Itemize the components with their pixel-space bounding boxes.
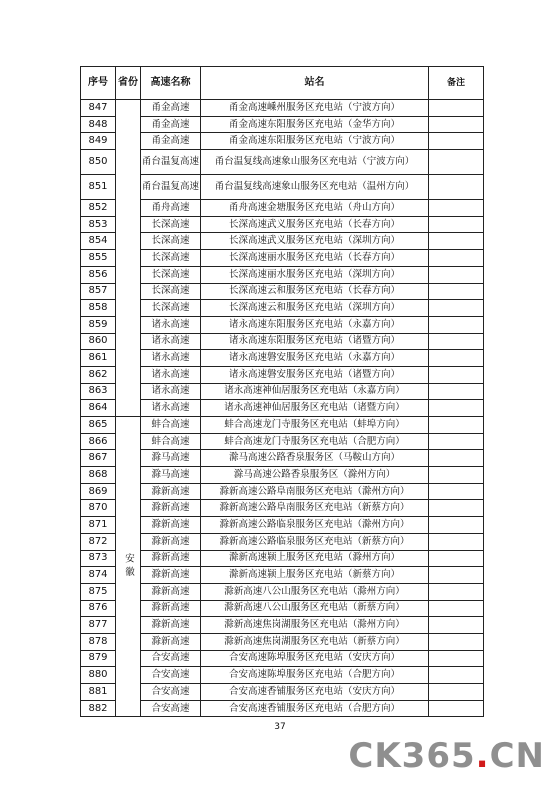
cell-highway: 甬台温复高速	[141, 150, 201, 175]
watermark-part2: CN	[489, 736, 545, 776]
table-row	[81, 633, 484, 650]
cell-station: 滁新高速颍上服务区充电站（新蔡方向）	[201, 567, 429, 584]
cell-highway: 诸永高速	[141, 316, 201, 333]
cell-station: 滁新高速公路阜南服务区充电站（滁州方向）	[201, 483, 429, 500]
cell-remark	[429, 266, 484, 283]
cell-seq: 854	[81, 233, 116, 250]
cell-station: 诸永高速东阳服务区充电站（诸暨方向）	[201, 333, 429, 350]
cell-station: 甬金高速东阳服务区充电站（宁波方向）	[201, 133, 429, 150]
table-row	[81, 517, 484, 534]
cell-remark	[429, 316, 484, 333]
cell-remark	[429, 133, 484, 150]
cell-remark	[429, 650, 484, 667]
cell-seq: 876	[81, 600, 116, 617]
cell-seq: 863	[81, 383, 116, 400]
cell-highway: 长深高速	[141, 283, 201, 300]
cell-station: 诸永高速磐安服务区充电站（诸暨方向）	[201, 366, 429, 383]
cell-remark	[429, 383, 484, 400]
cell-seq: 858	[81, 300, 116, 317]
table-row	[81, 150, 484, 175]
cell-seq: 857	[81, 283, 116, 300]
cell-highway: 合安高速	[141, 650, 201, 667]
table-row	[81, 400, 484, 417]
cell-remark	[429, 583, 484, 600]
cell-station: 滁新高速焦岗湖服务区充电站（滁州方向）	[201, 617, 429, 634]
cell-seq: 879	[81, 650, 116, 667]
cell-station: 滁新高速焦岗湖服务区充电站（新蔡方向）	[201, 633, 429, 650]
cell-remark	[429, 283, 484, 300]
header-remark: 备注	[429, 67, 484, 100]
cell-highway: 滁新高速	[141, 550, 201, 567]
header-highway: 高速名称	[141, 67, 201, 100]
cell-station: 滁新高速八公山服务区充电站（新蔡方向）	[201, 600, 429, 617]
table-row	[81, 533, 484, 550]
cell-station: 滁新高速公路临泉服务区充电站（新蔡方向）	[201, 533, 429, 550]
watermark-part1: CK365	[348, 736, 476, 776]
cell-remark	[429, 550, 484, 567]
table-row	[81, 433, 484, 450]
table-row	[81, 383, 484, 400]
cell-station: 滁马高速公路香泉服务区（马鞍山方向）	[201, 450, 429, 467]
cell-seq: 866	[81, 433, 116, 450]
table-row	[81, 175, 484, 200]
cell-seq: 849	[81, 133, 116, 150]
cell-station: 滁新高速公路临泉服务区充电站（滁州方向）	[201, 517, 429, 534]
cell-highway: 诸永高速	[141, 350, 201, 367]
cell-seq: 867	[81, 450, 116, 467]
cell-remark	[429, 366, 484, 383]
table-body	[81, 100, 484, 717]
cell-seq: 882	[81, 700, 116, 717]
cell-highway: 滁新高速	[141, 533, 201, 550]
cell-station: 合安高速香铺服务区充电站（合肥方向）	[201, 700, 429, 717]
table-row	[81, 116, 484, 133]
cell-remark	[429, 450, 484, 467]
cell-province-anhui: 安徽	[116, 417, 141, 717]
table-row	[81, 133, 484, 150]
station-table	[80, 66, 484, 717]
table-row	[81, 650, 484, 667]
cell-seq: 865	[81, 417, 116, 434]
cell-highway: 长深高速	[141, 266, 201, 283]
cell-remark	[429, 567, 484, 584]
cell-station: 滁新高速公路阜南服务区充电站（新蔡方向）	[201, 500, 429, 517]
table-row	[81, 600, 484, 617]
cell-station: 甬台温复线高速象山服务区充电站（宁波方向）	[201, 150, 429, 175]
table-row	[81, 483, 484, 500]
table-row	[81, 250, 484, 267]
cell-seq: 873	[81, 550, 116, 567]
cell-highway: 滁马高速	[141, 450, 201, 467]
cell-highway: 合安高速	[141, 684, 201, 701]
cell-remark	[429, 116, 484, 133]
cell-seq: 869	[81, 483, 116, 500]
cell-remark	[429, 667, 484, 684]
cell-remark	[429, 600, 484, 617]
watermark-logo	[348, 736, 545, 776]
table-row	[81, 684, 484, 701]
table-row	[81, 233, 484, 250]
cell-seq: 868	[81, 467, 116, 484]
table-row	[81, 417, 484, 434]
table-header-row	[81, 67, 484, 100]
cell-seq: 860	[81, 333, 116, 350]
cell-highway: 合安高速	[141, 700, 201, 717]
cell-remark	[429, 100, 484, 117]
cell-highway: 长深高速	[141, 300, 201, 317]
cell-seq: 861	[81, 350, 116, 367]
table-row	[81, 550, 484, 567]
table-row	[81, 216, 484, 233]
cell-remark	[429, 500, 484, 517]
cell-remark	[429, 300, 484, 317]
cell-highway: 滁新高速	[141, 517, 201, 534]
cell-highway: 长深高速	[141, 250, 201, 267]
cell-highway: 诸永高速	[141, 366, 201, 383]
cell-seq: 855	[81, 250, 116, 267]
cell-highway: 滁新高速	[141, 567, 201, 584]
table-row	[81, 500, 484, 517]
cell-seq: 847	[81, 100, 116, 117]
cell-station: 滁马高速公路香泉服务区（滁州方向）	[201, 467, 429, 484]
cell-remark	[429, 433, 484, 450]
cell-highway: 甬金高速	[141, 133, 201, 150]
cell-station: 诸永高速磐安服务区充电站（永嘉方向）	[201, 350, 429, 367]
table-row	[81, 200, 484, 217]
cell-highway: 滁新高速	[141, 500, 201, 517]
cell-remark	[429, 250, 484, 267]
table-row	[81, 583, 484, 600]
cell-station: 合安高速陈埠服务区充电站（安庆方向）	[201, 650, 429, 667]
cell-station: 诸永高速神仙居服务区充电站（永嘉方向）	[201, 383, 429, 400]
table-row	[81, 100, 484, 117]
cell-highway: 诸永高速	[141, 333, 201, 350]
cell-highway: 蚌合高速	[141, 433, 201, 450]
table-row	[81, 467, 484, 484]
cell-highway: 滁马高速	[141, 467, 201, 484]
cell-remark	[429, 633, 484, 650]
cell-station: 长深高速武义服务区充电站（深圳方向）	[201, 233, 429, 250]
cell-highway: 长深高速	[141, 216, 201, 233]
cell-remark	[429, 350, 484, 367]
cell-seq: 877	[81, 617, 116, 634]
cell-remark	[429, 216, 484, 233]
cell-station: 长深高速云和服务区充电站（长春方向）	[201, 283, 429, 300]
cell-seq: 851	[81, 175, 116, 200]
cell-station: 蚌合高速龙门寺服务区充电站（合肥方向）	[201, 433, 429, 450]
cell-seq: 850	[81, 150, 116, 175]
cell-remark	[429, 483, 484, 500]
cell-highway: 甬舟高速	[141, 200, 201, 217]
cell-seq: 853	[81, 216, 116, 233]
page-number: 37	[274, 722, 286, 732]
cell-station: 长深高速武义服务区充电站（长春方向）	[201, 216, 429, 233]
cell-station: 长深高速丽水服务区充电站（长春方向）	[201, 250, 429, 267]
cell-station: 甬台温复线高速象山服务区充电站（温州方向）	[201, 175, 429, 200]
watermark-dot: .	[475, 736, 490, 776]
cell-station: 甬金高速嵊州服务区充电站（宁波方向）	[201, 100, 429, 117]
cell-remark	[429, 617, 484, 634]
table-row	[81, 567, 484, 584]
cell-highway: 滁新高速	[141, 483, 201, 500]
header-province: 省份	[116, 67, 141, 100]
cell-highway: 甬台温复高速	[141, 175, 201, 200]
cell-seq: 875	[81, 583, 116, 600]
cell-seq: 859	[81, 316, 116, 333]
cell-station: 甬舟高速金塘服务区充电站（舟山方向）	[201, 200, 429, 217]
cell-seq: 864	[81, 400, 116, 417]
cell-remark	[429, 533, 484, 550]
cell-remark	[429, 517, 484, 534]
cell-seq: 862	[81, 366, 116, 383]
cell-remark	[429, 467, 484, 484]
cell-highway: 滁新高速	[141, 617, 201, 634]
table-row	[81, 366, 484, 383]
cell-seq: 870	[81, 500, 116, 517]
table-row	[81, 333, 484, 350]
table-row	[81, 350, 484, 367]
cell-station: 滁新高速颍上服务区充电站（滁州方向）	[201, 550, 429, 567]
cell-seq: 880	[81, 667, 116, 684]
table-row	[81, 300, 484, 317]
cell-remark	[429, 150, 484, 175]
cell-highway: 滁新高速	[141, 633, 201, 650]
cell-highway: 诸永高速	[141, 400, 201, 417]
table-row	[81, 283, 484, 300]
table-row	[81, 266, 484, 283]
cell-seq: 856	[81, 266, 116, 283]
cell-remark	[429, 684, 484, 701]
cell-remark	[429, 333, 484, 350]
table-row	[81, 667, 484, 684]
cell-station: 合安高速香铺服务区充电站（安庆方向）	[201, 684, 429, 701]
cell-highway: 滁新高速	[141, 600, 201, 617]
cell-station: 长深高速云和服务区充电站（深圳方向）	[201, 300, 429, 317]
table-row	[81, 617, 484, 634]
cell-seq: 848	[81, 116, 116, 133]
cell-seq: 874	[81, 567, 116, 584]
cell-station: 甬金高速东阳服务区充电站（金华方向）	[201, 116, 429, 133]
cell-station: 诸永高速神仙居服务区充电站（诸暨方向）	[201, 400, 429, 417]
cell-highway: 甬金高速	[141, 100, 201, 117]
table-row	[81, 450, 484, 467]
cell-seq: 881	[81, 684, 116, 701]
table-row	[81, 316, 484, 333]
cell-seq: 871	[81, 517, 116, 534]
cell-station: 诸永高速东阳服务区充电站（永嘉方向）	[201, 316, 429, 333]
cell-highway: 甬金高速	[141, 116, 201, 133]
cell-highway: 长深高速	[141, 233, 201, 250]
cell-seq: 872	[81, 533, 116, 550]
cell-remark	[429, 417, 484, 434]
cell-station: 蚌合高速龙门寺服务区充电站（蚌埠方向）	[201, 417, 429, 434]
cell-seq: 878	[81, 633, 116, 650]
cell-remark	[429, 700, 484, 717]
cell-remark	[429, 175, 484, 200]
cell-station: 滁新高速八公山服务区充电站（滁州方向）	[201, 583, 429, 600]
cell-remark	[429, 233, 484, 250]
cell-highway: 蚌合高速	[141, 417, 201, 434]
cell-seq: 852	[81, 200, 116, 217]
table-row	[81, 700, 484, 717]
cell-province-zhejiang	[116, 100, 141, 417]
cell-highway: 诸永高速	[141, 383, 201, 400]
header-station: 站名	[201, 67, 429, 100]
cell-station: 合安高速陈埠服务区充电站（合肥方向）	[201, 667, 429, 684]
cell-remark	[429, 400, 484, 417]
cell-highway: 滁新高速	[141, 583, 201, 600]
header-seq: 序号	[81, 67, 116, 100]
cell-remark	[429, 200, 484, 217]
cell-highway: 合安高速	[141, 667, 201, 684]
cell-station: 长深高速丽水服务区充电站（深圳方向）	[201, 266, 429, 283]
